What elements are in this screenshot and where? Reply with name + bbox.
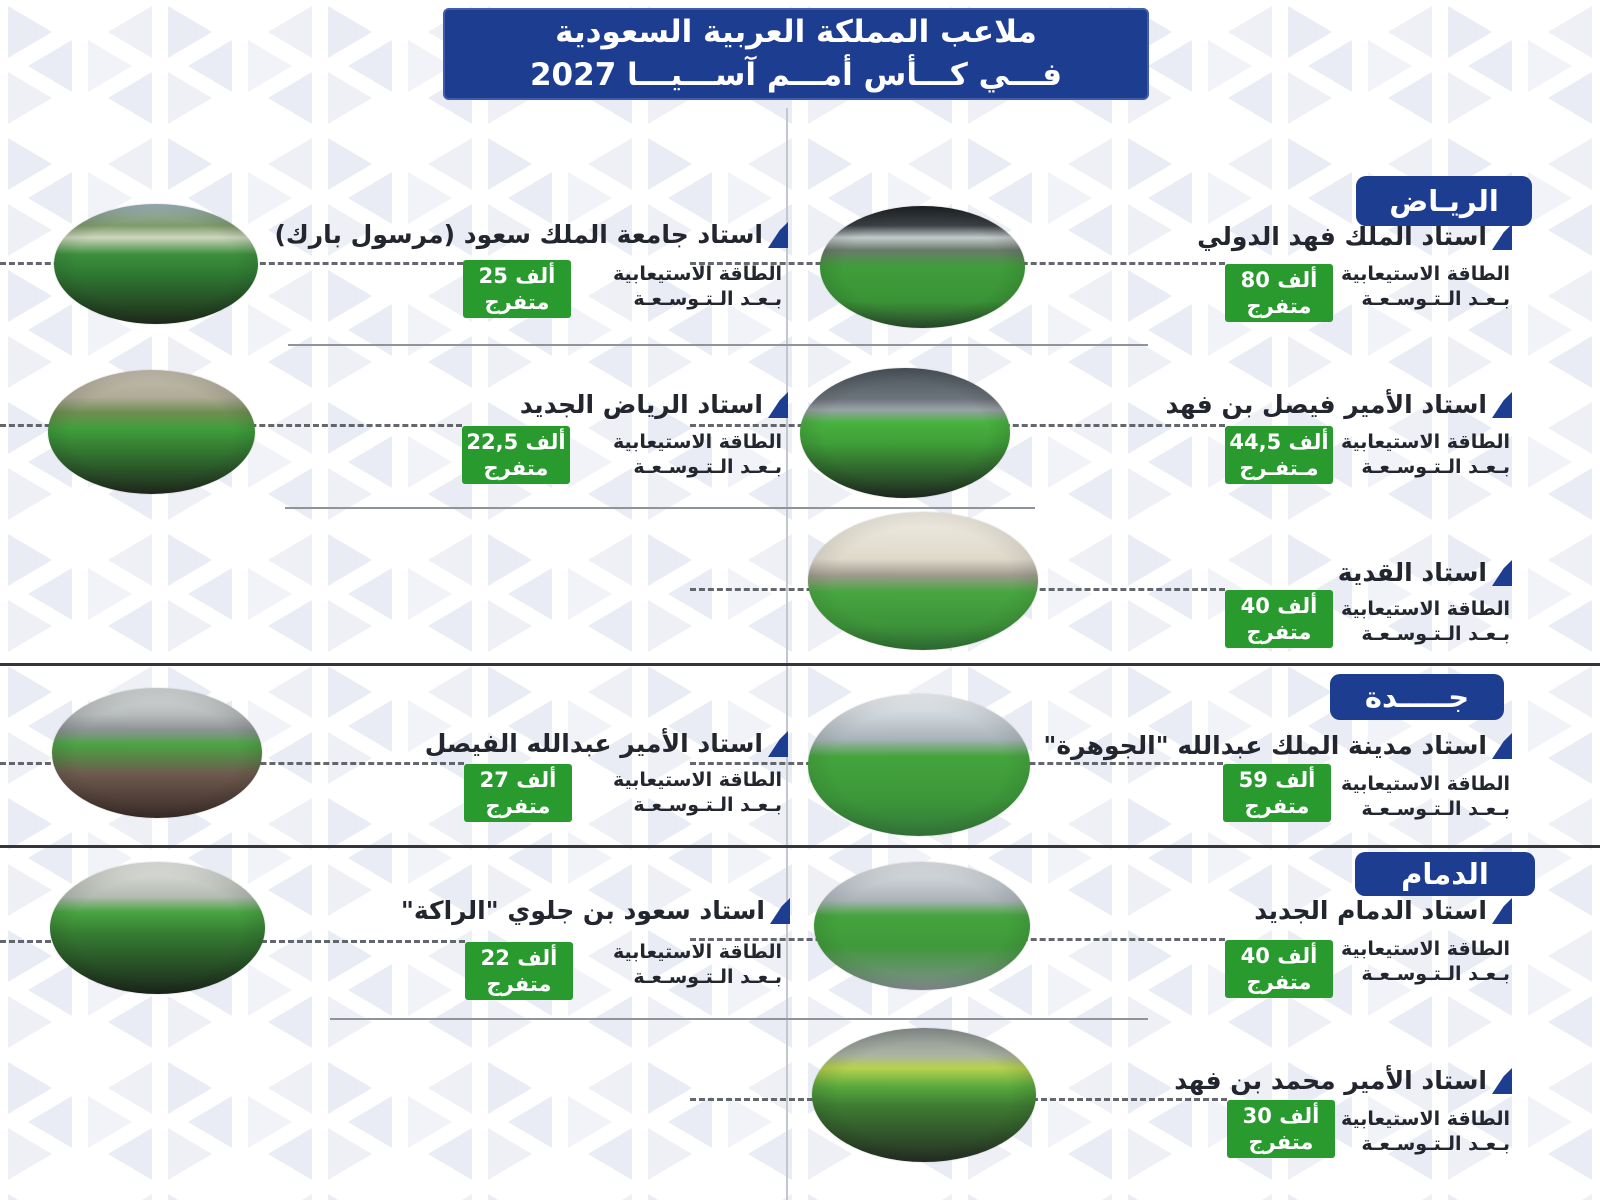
capacity-badge: 80 ألف متفرج (1225, 264, 1333, 322)
capacity-badge: 59 ألف متفرج (1223, 764, 1331, 822)
flag-marker-icon (768, 731, 788, 757)
stadium-photo (808, 694, 1030, 836)
capacity-label: الطاقة الاستيعابية بـعـد الـتـوسـعـة (613, 263, 782, 310)
stadium-name: استاد القدية (1338, 558, 1512, 588)
stadium-photo (808, 512, 1038, 650)
flag-marker-icon (1492, 898, 1512, 924)
stadium-photo (54, 204, 258, 324)
flag-marker-icon (768, 222, 788, 248)
flag-marker-icon (770, 898, 790, 924)
city-header-riyadh: الريـاض (1356, 176, 1532, 226)
stadium-name: استاد مدينة الملك عبدالله "الجوهرة" (1043, 731, 1512, 761)
stadium-photo (800, 368, 1010, 498)
capacity-badge: 30 ألف متفرج (1227, 1100, 1335, 1158)
capacity-label: الطاقة الاستيعابية بـعـد الـتـوسـعـة (613, 941, 782, 988)
stadium-name: استاد جامعة الملك سعود (مرسول بارك) (274, 220, 788, 250)
flag-marker-icon (1492, 560, 1512, 586)
capacity-badge: 22 ألف متفرج (465, 942, 573, 1000)
capacity-label: الطاقة الاستيعابية بـعـد الـتـوسـعـة (1341, 773, 1510, 820)
stadium-name: استاد الأمير عبدالله الفيصل (425, 729, 788, 759)
capacity-label: الطاقة الاستيعابية بـعـد الـتـوسـعـة (1341, 1108, 1510, 1155)
capacity-badge: 44,5 ألف مـتفـرج (1225, 426, 1333, 484)
stadium-name: استاد الملك فهد الدولي (1197, 222, 1512, 252)
flag-marker-icon (1492, 733, 1512, 759)
capacity-label: الطاقة الاستيعابية بـعـد الـتـوسـعـة (1341, 263, 1510, 310)
capacity-badge: 25 ألف متفرج (463, 260, 571, 318)
capacity-label: الطاقة الاستيعابية بـعـد الـتـوسـعـة (1341, 598, 1510, 645)
title-line1: ملاعب المملكة العربية السعودية (555, 14, 1037, 50)
stadium-name: استاد سعود بن جلوي "الراكة" (401, 896, 790, 926)
city-header-jeddah: جـــــدة (1330, 674, 1504, 720)
title-line2: فـــي كـــأس أمـــم آســـيـــا 2027 (529, 57, 1063, 93)
capacity-label: الطاقة الاستيعابية بـعـد الـتـوسـعـة (613, 769, 782, 816)
capacity-badge: 27 ألف متفرج (464, 764, 572, 822)
stadium-photo (50, 862, 265, 994)
stadium-photo (48, 370, 255, 494)
row-divider-line (285, 507, 1035, 509)
flag-marker-icon (1492, 392, 1512, 418)
capacity-badge: 40 ألف متفرج (1225, 940, 1333, 998)
page-title (443, 8, 1149, 100)
stadium-name: استاد الدمام الجديد (1254, 896, 1512, 926)
capacity-badge: 22,5 ألف متفرج (462, 426, 570, 484)
stadium-photo (820, 206, 1025, 328)
stadium-name: استاد الرياض الجديد (520, 390, 788, 420)
capacity-badge: 40 ألف متفرج (1225, 590, 1333, 648)
row-divider-line (330, 1018, 1148, 1020)
stadium-photo (814, 862, 1030, 990)
section-divider-line (0, 845, 1600, 848)
flag-marker-icon (1492, 224, 1512, 250)
flag-marker-icon (1492, 1068, 1512, 1094)
row-divider-line (288, 344, 1148, 346)
capacity-label: الطاقة الاستيعابية بـعـد الـتـوسـعـة (1341, 938, 1510, 985)
stadium-photo (812, 1028, 1036, 1162)
stadium-name: استاد الأمير محمد بن فهد (1174, 1066, 1512, 1096)
section-divider-line (0, 663, 1600, 666)
capacity-label: الطاقة الاستيعابية بـعـد الـتـوسـعـة (613, 431, 782, 478)
stadium-photo (52, 688, 262, 818)
city-header-dammam: الدمام (1355, 852, 1535, 896)
center-divider-line (786, 108, 788, 1200)
capacity-label: الطاقة الاستيعابية بـعـد الـتـوسـعـة (1341, 431, 1510, 478)
stadium-name: استاد الأمير فيصل بن فهد (1165, 390, 1512, 420)
flag-marker-icon (768, 392, 788, 418)
